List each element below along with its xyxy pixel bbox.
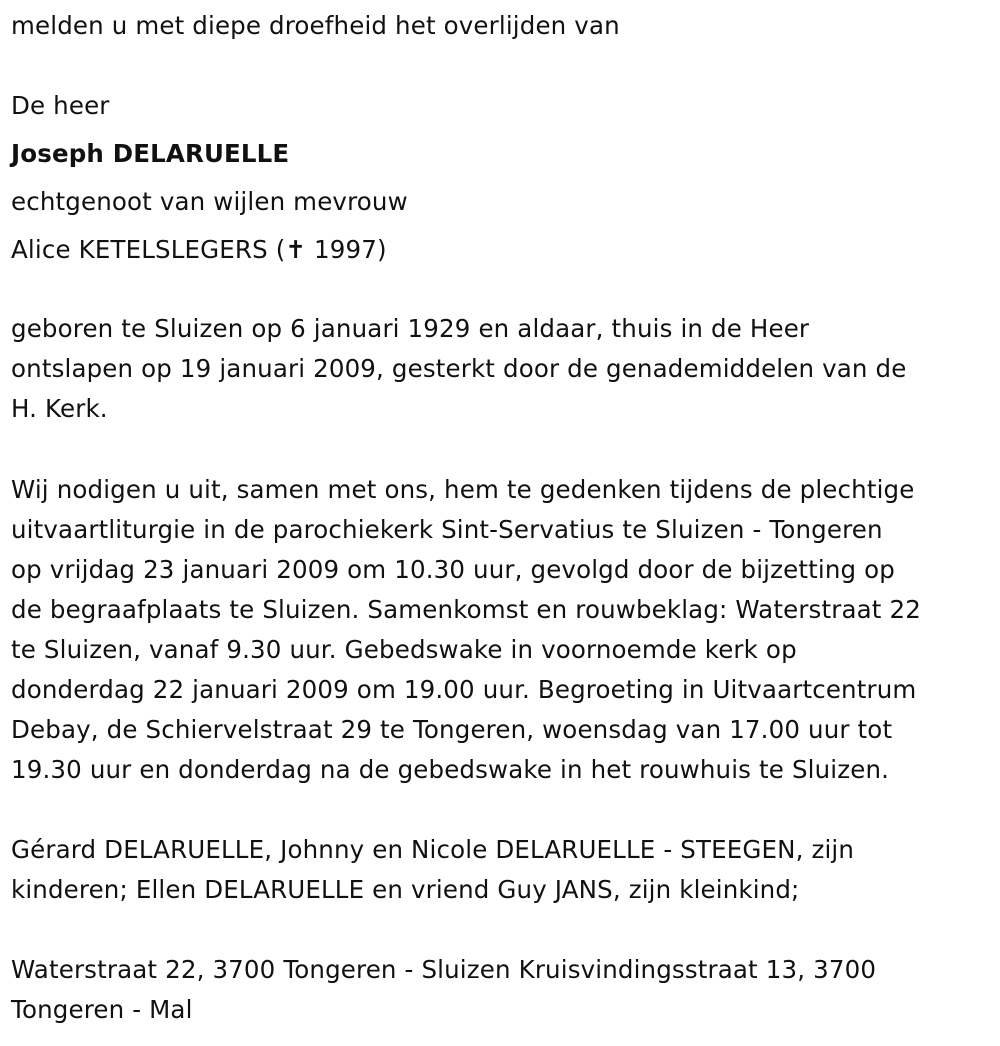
paragraph-line: kinderen; Ellen DELARUELLE en vriend Guy JANS, zijn kleinkind; — [11, 875, 800, 904]
intro-text: melden u met diepe droefheid het overlijden van — [11, 11, 620, 40]
paragraph-line: ontslapen op 19 januari 2009, gesterkt door de genademiddelen van de — [11, 354, 907, 383]
paragraph-line: geboren te Sluizen op 6 januari 1929 en aldaar, thuis in de Heer — [11, 314, 810, 343]
paragraph-line: Gérard DELARUELLE, Johnny en Nicole DELARUELLE - STEEGEN, zijn — [11, 835, 855, 864]
paragraph-line: Debay, de Schiervelstraat 29 te Tongeren, woensdag van 17.00 uur tot — [11, 715, 893, 744]
relation-text: echtgenoot van wijlen mevrouw — [11, 187, 408, 216]
family-paragraph — [11, 830, 996, 910]
paragraph-line: op vrijdag 23 januari 2009 om 10.30 uur, gevolgd door de bijzetting op — [11, 555, 895, 584]
paragraph-line: Waterstraat 22, 3700 Tongeren - Sluizen Kruisvindingsstraat 13, 3700 — [11, 955, 877, 984]
paragraph-line: 19.30 uur en donderdag na de gebedswake in het rouwhuis te Sluizen. — [11, 755, 890, 784]
paragraph-line: de begraafplaats te Sluizen. Samenkomst en rouwbeklag: Waterstraat 22 — [11, 595, 921, 624]
paragraph-line: Tongeren - Mal — [11, 995, 193, 1024]
deceased-name: Joseph DELARUELLE — [11, 139, 290, 168]
spouse-text: Alice KETELSLEGERS (✝ 1997) — [11, 235, 387, 264]
birth-death-paragraph — [11, 309, 996, 429]
paragraph-line: te Sluizen, vanaf 9.30 uur. Gebedswake in voornoemde kerk op — [11, 635, 797, 664]
paragraph-line: H. Kerk. — [11, 394, 108, 423]
paragraph-line: donderdag 22 januari 2009 om 19.00 uur. Begroeting in Uitvaartcentrum — [11, 675, 917, 704]
paragraph-line: Wij nodigen u uit, samen met ons, hem te gedenken tijdens de plechtige — [11, 475, 915, 504]
paragraph-line: uitvaartliturgie in de parochiekerk Sint-Servatius te Sluizen - Tongeren — [11, 515, 883, 544]
ceremony-paragraph — [11, 470, 996, 790]
address-paragraph — [11, 950, 996, 1030]
title-text: De heer — [11, 91, 110, 120]
